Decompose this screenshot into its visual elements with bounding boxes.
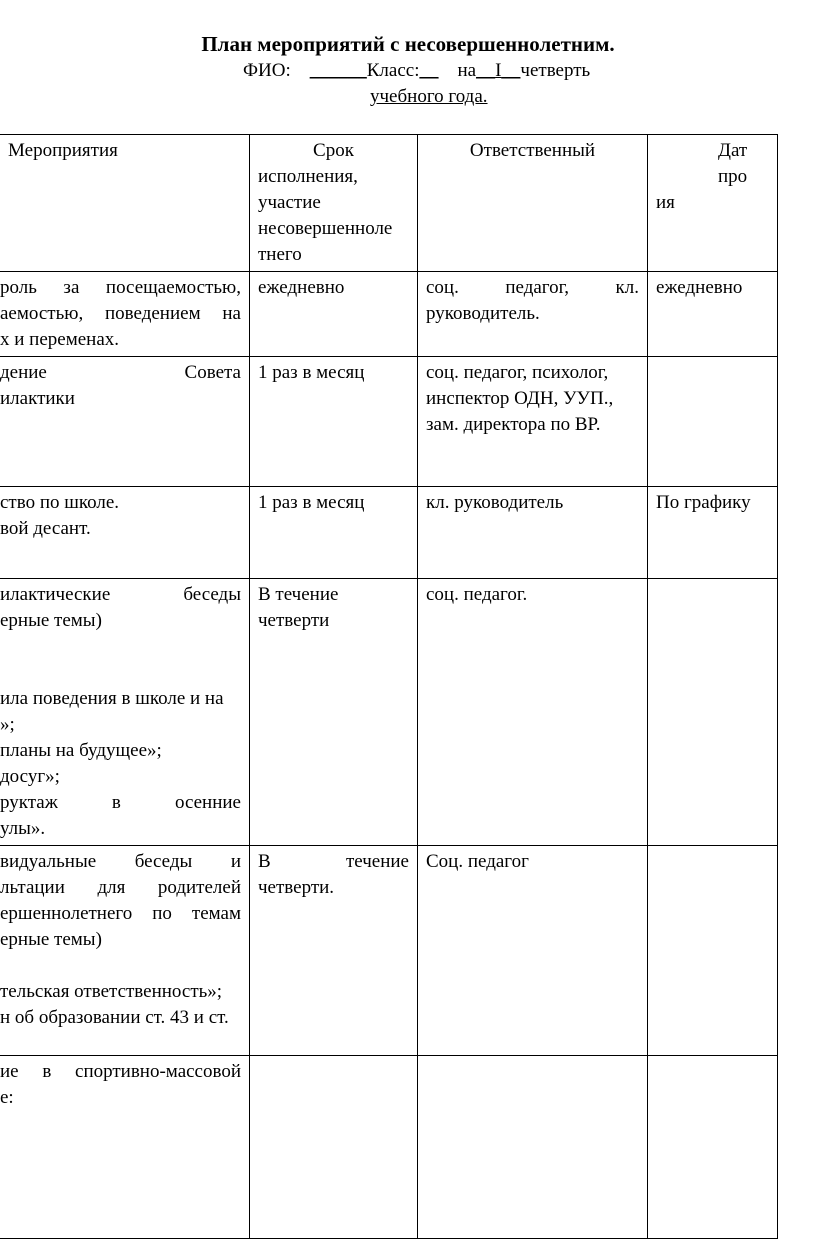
student-info-line	[243, 60, 590, 82]
cell-activity: илактические беседы ерные темы) ила поведения в школе и на »; планы на будущее»; досуг»; руктаж в осенние улы».	[0, 579, 250, 846]
year-line: учебного года.	[370, 86, 488, 107]
cell-activity: дение Совета илактики	[0, 357, 250, 487]
cell-responsible: соц. педагог, кл. руководитель.	[418, 272, 648, 357]
quarter-suffix: четверть	[520, 60, 591, 81]
header-activities: Мероприятия	[0, 135, 250, 272]
cell-date: ежедневно	[648, 272, 778, 357]
fio-label: ФИО:	[243, 60, 291, 81]
cell-activity: роль за посещаемостью, аемостью, поведением на х и переменах.	[0, 272, 250, 357]
cell-date	[648, 579, 778, 846]
cell-responsible: кл. руководитель	[418, 487, 648, 579]
header-deadline: Срок исполнения, участие несовершенноле тнего	[250, 135, 418, 272]
table-row	[0, 579, 778, 846]
cell-responsible: соц. педагог.	[418, 579, 648, 846]
cell-date	[648, 846, 778, 1056]
table-row	[0, 846, 778, 1056]
cell-deadline: В течение четверти	[250, 579, 418, 846]
quarter-prefix: на	[457, 60, 477, 81]
table-row	[0, 487, 778, 579]
class-blank: __	[419, 60, 439, 81]
fio-blank: ______	[309, 60, 367, 81]
cell-activity: видуальные беседы и льтации для родителей ершеннолетнего по темам ерные темы) тельская ответственность»; н об образовании ст. 43 и ст.	[0, 846, 250, 1056]
cell-deadline: 1 раз в месяц	[250, 487, 418, 579]
quarter-value: __I__	[476, 60, 521, 81]
plan-table	[0, 134, 778, 1239]
plan-table-frame	[0, 134, 816, 1224]
cell-responsible	[418, 1056, 648, 1239]
cell-deadline: 1 раз в месяц	[250, 357, 418, 487]
cell-deadline: В течение четверти.	[250, 846, 418, 1056]
cell-activity: ство по школе. вой десант.	[0, 487, 250, 579]
cell-responsible: соц. педагог, психолог, инспектор ОДН, УУП., зам. директора по ВР.	[418, 357, 648, 487]
cell-date: По графику	[648, 487, 778, 579]
table-header-row	[0, 135, 778, 272]
cell-date	[648, 1056, 778, 1239]
table-row	[0, 357, 778, 487]
cell-deadline	[250, 1056, 418, 1239]
header-date: Дат про ия	[648, 135, 778, 272]
table-row	[0, 272, 778, 357]
class-label: Класс:	[366, 60, 420, 81]
cell-date	[648, 357, 778, 487]
header-responsible: Ответственный	[418, 135, 648, 272]
document-title: План мероприятий с несовершеннолетним.	[201, 32, 615, 56]
cell-activity: ие в спортивно-массовой е:	[0, 1056, 250, 1239]
cell-deadline: ежедневно	[250, 272, 418, 357]
table-row	[0, 1056, 778, 1239]
cell-responsible: Соц. педагог	[418, 846, 648, 1056]
